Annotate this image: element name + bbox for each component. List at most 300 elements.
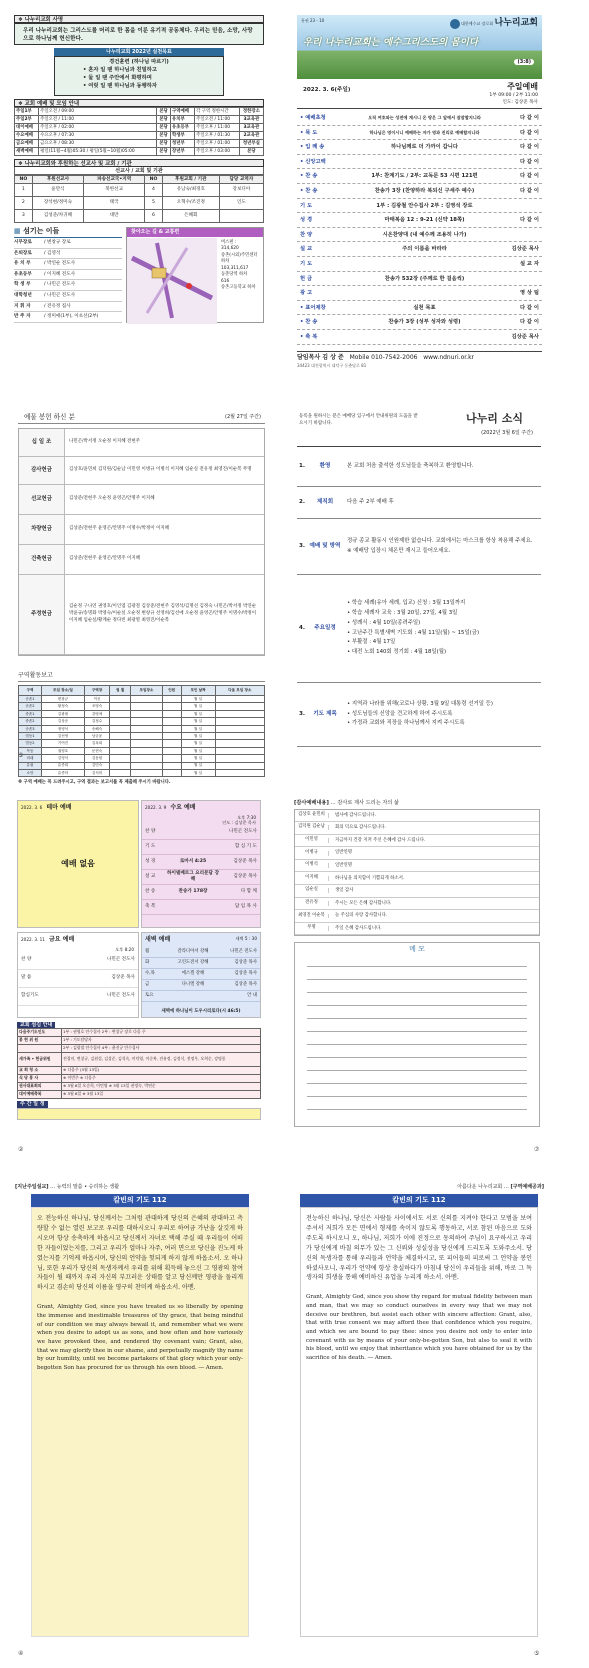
- news-head: 환영: [319, 463, 331, 469]
- thanks-content: 범사에 감사드립니다.: [335, 812, 376, 818]
- thanks-content: 생일 감사: [335, 888, 354, 894]
- offering-names: 김상준/전현주 오순정 윤영곤/안명주 이지혜: [69, 496, 155, 502]
- offering-row: [19, 457, 264, 485]
- cell-head: 모임장소: [131, 686, 163, 696]
- news-no: 1.: [299, 463, 306, 469]
- wed-item: 기 도: [145, 844, 156, 850]
- mission-subtitle: 선교사 / 교회 및 기관: [14, 167, 264, 175]
- cell-row: [19, 755, 265, 762]
- order-item: • 입 례 송: [300, 144, 325, 151]
- prayer-box: [31, 1207, 249, 1637]
- worship-row: [15, 108, 264, 116]
- cell-head: 모임 장소/일: [41, 686, 84, 696]
- worship-cell: 유초등부: [171, 124, 195, 132]
- cell-value: 중촌1: [19, 710, 42, 717]
- news-header: [297, 412, 541, 446]
- offering-names: 김상호/윤민희 김덕원/김순남 이민영 이병규 이병석 이지혜 임순실 전유정 최영진/이순복 무명: [69, 467, 252, 473]
- memo-line: [307, 1045, 527, 1058]
- news-no: 4.: [299, 625, 306, 631]
- map-panel: [126, 227, 264, 323]
- cell-empty: [162, 769, 181, 776]
- cell-day: 월 일: [181, 755, 215, 762]
- serve-value: ※ 다음주 (3월 13일): [62, 1067, 261, 1075]
- cell-value: 김옥희: [84, 740, 109, 747]
- order-content: 시온찬양대 (내 예수께 조용히 나가): [382, 231, 467, 238]
- intro-title-bar: ❖ 나누리교회 사명: [14, 15, 264, 23]
- fri-head: [18, 933, 138, 947]
- offering-period: (2월 27일 주간): [225, 414, 261, 420]
- offering-header: [18, 412, 265, 424]
- cell-day: 월 일: [181, 740, 215, 747]
- cell-value: 법동1: [19, 732, 42, 739]
- worship-cell: 주일오전 / 09:00: [39, 108, 157, 116]
- cell-value: 황정숙: [41, 703, 84, 710]
- cell-empty: [215, 725, 264, 732]
- cell-value: 권영호: [41, 747, 84, 754]
- page-number: ⑤: [534, 1650, 540, 1657]
- mission-cell: 대만: [84, 210, 145, 223]
- worship-cell: 대이예배: [15, 124, 39, 132]
- cell-empty: [162, 755, 181, 762]
- page-info: [14, 15, 264, 373]
- prayer-english: Grant, Almighty God, since you have treated us so liberally by opening the immense and inestimable treasures of thy grace, that being mindful of our condition we may always bewail it, and remember what we were when you desire to adopt us as sons, and how often and how variously we have provoked thee, and rendered thy covenant vain; Grant, also, that we may glorify thee in our shame, and perpetually magnify thy name by our humility, until we become partakers of that glory which your only-begotten Son has procured for us through his own blood. ― Amen.: [37, 1304, 243, 1371]
- issue-number: 통권 23 - 10: [301, 18, 325, 23]
- cell-value: 문현숙: [84, 747, 109, 754]
- staff-title-row: [14, 227, 122, 238]
- cell-head: 권 철: [110, 686, 131, 696]
- memo-line: [307, 1084, 527, 1097]
- offering-names: 나민곤/박서정 오순정 이지혜 전현주: [69, 439, 141, 445]
- order-row: [297, 286, 542, 301]
- news-week: (2022년 3월 6일 주간): [481, 430, 533, 436]
- news-note: 등록을 원하시는 분은 예배당 입구에서 안내위원의 도움을 받으시기 바랍니다.: [299, 414, 418, 426]
- dawn-content: 갈라디아서 강해: [177, 948, 209, 954]
- order-item: 광 고: [300, 290, 313, 297]
- wed-person: 김상준 목사: [233, 859, 257, 865]
- bus-line: 616: [221, 278, 230, 284]
- cell-empty: [131, 755, 163, 762]
- serve-row: [18, 1075, 261, 1083]
- location-map: [127, 238, 217, 324]
- serve-value: 1부 : 권영호 안수집사 2부 : 변창규 장로 다음 주: [62, 1029, 261, 1037]
- wed-item: 찬 양: [145, 829, 156, 835]
- thanks-row: [295, 923, 539, 936]
- thanks-list: [294, 809, 540, 937]
- dawn-person: 김상준 목사: [234, 959, 257, 965]
- cell-empty: [110, 762, 131, 769]
- fri-title: 금요 예배: [48, 936, 75, 943]
- cell-lesson-header: 아름다운 나누리교회 … [구역예배공과]: [457, 1184, 544, 1190]
- page-prayer-left: [15, 1184, 265, 1644]
- order-row: [297, 184, 542, 199]
- cell-empty: [162, 725, 181, 732]
- serve-label: 봉 헌 위 원: [18, 1037, 62, 1045]
- dawn-head: [142, 933, 260, 947]
- thanks-name: 무명: [295, 926, 329, 931]
- serve-title: 교회 섬김 안내: [17, 1022, 55, 1028]
- worship-cell: 주일1부: [15, 108, 39, 116]
- worship-cell: 본당: [157, 116, 171, 124]
- thanks-row: [295, 910, 539, 923]
- order-person: 다 같 이: [519, 173, 539, 180]
- serve-row: [18, 1091, 261, 1099]
- mission-cell: 6: [145, 210, 163, 223]
- order-person: 다 같 이: [519, 319, 539, 326]
- staff-row: 학 생 부 / 나민곤 전도사: [14, 280, 122, 291]
- thanks-name: 이민영: [295, 838, 329, 843]
- wed-row: [142, 855, 260, 870]
- cell-empty: [215, 696, 264, 703]
- cell-value: 유종학: [41, 769, 84, 776]
- order-content: 마태복음 12 : 9-21 (신약 18쪽): [384, 217, 465, 224]
- fri-date: 2022. 3. 11: [21, 937, 45, 942]
- wed-head: [142, 801, 260, 815]
- news-head: 주요일정: [314, 625, 336, 631]
- worship-row: [15, 148, 264, 156]
- cell-value: 김동원: [84, 755, 109, 762]
- order-person: 다 같 이: [519, 129, 539, 136]
- service-times: 1부 09:00 / 2부 11:00: [489, 93, 538, 98]
- cell-day: 월 일: [181, 725, 215, 732]
- fri-row: [18, 952, 138, 970]
- serve-row: [18, 1053, 261, 1067]
- order-content: 찬송가 3장 (성부 성자와 성령): [388, 319, 461, 326]
- order-row: [297, 301, 542, 316]
- worship-cell: 본당: [239, 148, 263, 156]
- cell-row: [19, 710, 265, 717]
- service-title: 주일예배: [507, 82, 538, 91]
- offering-row: [19, 545, 264, 575]
- memo-line: [307, 954, 527, 967]
- worship-row: [15, 124, 264, 132]
- worship-cell: 구역예배: [171, 108, 195, 116]
- memo-line: [307, 1071, 527, 1084]
- thanks-row: [295, 898, 539, 911]
- worship-title-bar: ❖ 교회 예배 및 모임 안내: [14, 99, 264, 107]
- order-content: 1부 : 김광철 안수집사 2부 : 김영석 장로: [376, 202, 473, 209]
- cell-day: 월 일: [181, 718, 215, 725]
- prayer-title: 칼빈의 기도 112: [31, 1194, 249, 1207]
- mission-head-cell: 후원교회 / 기관: [162, 176, 219, 184]
- sermon-sub: 능력의 말씀 • 승리하는 생활: [56, 1184, 120, 1190]
- worship-cell: 주일오후 / 01:00: [195, 140, 240, 148]
- cell-empty: [110, 725, 131, 732]
- dawn-service: [141, 932, 261, 1018]
- schedule-box: [17, 1108, 261, 1120]
- thanks-name: 이병규: [295, 851, 329, 856]
- cell-value: 김석미: [84, 769, 109, 776]
- offering-row: [19, 515, 264, 545]
- cell-empty: [110, 703, 131, 710]
- news-item: [297, 575, 541, 683]
- memo-line: [307, 980, 527, 993]
- news-line: • 학습 세례(유아 세례, 입교) 신청 : 3월 13일까지: [347, 600, 466, 607]
- news-line: ※ 예배당 입장시 체온만 재시고 들어오세요.: [347, 547, 451, 554]
- worship-cell: 주일오후 / 01:30: [195, 132, 240, 140]
- news-line: • 성례식 : 4월 10일(종려주일): [347, 619, 421, 626]
- staff-row: 대학청년 / 나민곤 전도사: [14, 291, 122, 302]
- mission-row: [15, 184, 264, 197]
- cell-value: 김상준: [41, 718, 84, 725]
- staff-name: 이지혜 전도사: [47, 271, 76, 277]
- offering-list: [18, 428, 265, 656]
- page-thanks: [294, 800, 540, 1145]
- thanks-content: 일반연명: [335, 862, 352, 868]
- cell-empty: [110, 747, 131, 754]
- bus-line: 송촌(시외)주민센터 하차: [221, 252, 258, 265]
- cell-row: [19, 718, 265, 725]
- goal-item: • 둘 일 땐 주안에서 화평하며: [83, 74, 152, 81]
- worship-cell: 금요예배: [15, 140, 39, 148]
- order-content: 오직 여호와는 성전에 계시니 온 땅은 그 앞에서 잠잠할지니라: [368, 115, 481, 120]
- news-line: 다음 주 2부 예배 후: [347, 498, 394, 505]
- order-person: 다 같 이: [519, 158, 539, 165]
- order-content: 실천 목표: [413, 304, 436, 311]
- serve-row: [18, 1083, 261, 1091]
- cell-day: 월 일: [181, 762, 215, 769]
- thanks-content: 지금까지 건강 지켜 주신 은혜에 감사 드립니다.: [335, 837, 426, 843]
- serve-label: [18, 1045, 62, 1053]
- news-no: 3.: [299, 543, 306, 549]
- worship-cell: 유치부: [171, 116, 195, 124]
- memo-box: [294, 942, 540, 1127]
- cell-row: [19, 769, 265, 776]
- cell-empty: [110, 740, 131, 747]
- banner-tag: (3:8): [514, 59, 534, 65]
- wed-content: 찬송가 178장: [178, 889, 208, 895]
- staff-name: 나민곤 전도사: [47, 292, 76, 298]
- fri-person: 김상준 목사: [111, 975, 135, 981]
- worship-cell: 주일오후 / 03:00: [195, 148, 240, 156]
- serve-section: [17, 1022, 261, 1120]
- dawn-day: 수,목: [145, 970, 155, 976]
- news-line: • 성도님들의 신앙을 견고하게 하여 주시도록: [347, 710, 453, 717]
- offering-type: 선교헌금: [19, 485, 65, 514]
- dawn-row: [142, 947, 260, 958]
- dawn-content: 다니엘 강해: [181, 981, 205, 987]
- fri-time: 오후 8:20: [115, 946, 134, 952]
- wed-row: [142, 870, 260, 885]
- order-person: 다 같 이: [519, 144, 539, 151]
- news-item: [297, 487, 541, 519]
- worship-row: [15, 116, 264, 124]
- church-logo: [450, 18, 538, 29]
- serve-label: 권사대표회의: [18, 1083, 62, 1091]
- cell-value: 변창규: [41, 696, 84, 703]
- serve-value: 1부 : 기도담당자: [62, 1037, 261, 1045]
- cell-value: 소망: [19, 769, 42, 776]
- wed-person: 담 임 목 사: [234, 904, 257, 910]
- worship-cell: 주일오전 / 11:00: [39, 116, 157, 124]
- cell-note: ※ 구역 예배는 꼭 드려주시고, 구역 결과는 보고서를 꼭 제출해 주시기 바랍니다.: [18, 780, 171, 786]
- mission-cell: 태국: [84, 197, 145, 210]
- station-marker-icon: [186, 283, 192, 289]
- bus-head: 버스편 :: [221, 240, 237, 245]
- fri-item: 말 씀: [21, 975, 32, 981]
- cell-value: 김영석: [41, 755, 84, 762]
- worship-cell: 수요오후 / 07:30: [39, 132, 157, 140]
- offering-type: 감사헌금: [19, 457, 65, 484]
- cell-empty: [110, 696, 131, 703]
- memo-lines: [295, 954, 539, 1110]
- fri-item: 합심기도: [21, 993, 39, 999]
- news-list: [297, 446, 541, 747]
- fri-service: [17, 932, 139, 1018]
- news-line: • 지역과 나라를 위해(코로나 상황, 3월 9일 대통령 선거일 등): [347, 700, 493, 707]
- serve-label: 식 당 봉 사: [18, 1075, 62, 1083]
- dawn-row: [142, 969, 260, 980]
- thanks-name: 김상호 윤민희: [295, 813, 329, 818]
- order-row: [297, 199, 542, 214]
- mission-cell: 강보디아: [219, 184, 263, 197]
- order-row: [297, 126, 542, 141]
- dawn-day: 토요: [145, 992, 154, 998]
- worship-cell: 주일오후 / 11:00: [195, 124, 240, 132]
- cell-table: [18, 685, 265, 777]
- wed-item: 성 경: [145, 859, 156, 865]
- thanks-name: 전유정: [295, 901, 329, 906]
- order-item: • 찬 송: [300, 319, 318, 326]
- dawn-verse: 새벽에 하나님이 도우시리로다(시 46:5): [161, 1008, 241, 1014]
- cell-empty: [131, 718, 163, 725]
- thanks-row: [295, 847, 539, 860]
- serve-label: 새가족 • 헌금위원: [18, 1053, 62, 1067]
- dawn-row: [142, 958, 260, 969]
- cell-empty: [215, 762, 264, 769]
- order-item: • 예배초청: [300, 115, 326, 121]
- cell-title: 구역활동보고: [18, 672, 265, 682]
- cell-value: 비래: [19, 755, 42, 762]
- staff-row: 유초등부 / 이지혜 전도사: [14, 270, 122, 281]
- thanks-content: 늘 주심의 사랑 감사합니다.: [335, 913, 388, 919]
- page-number: ②: [18, 1146, 24, 1153]
- news-item: [297, 683, 541, 747]
- thanks-content: 주일 은혜 감사드립니다.: [335, 925, 382, 931]
- offering-type: 차량헌금: [19, 515, 65, 544]
- website: www.ndnuri.or.kr: [423, 354, 475, 361]
- worship-cell: 3교육관: [239, 124, 263, 132]
- serve-value: ※ 이번주 ※ 다음주: [62, 1075, 261, 1083]
- page-number: ④: [18, 1650, 24, 1657]
- worship-cell: 3교육관: [239, 116, 263, 124]
- staff-role: 유 치 부: [14, 261, 31, 267]
- offering-names: 김상준/전현주 윤영곤/안명주 이지혜: [69, 556, 141, 562]
- bus-line: 송촌고등학교 하차: [221, 285, 256, 291]
- dawn-row: [142, 991, 260, 1002]
- cell-empty: [162, 696, 181, 703]
- thanks-row: [295, 835, 539, 848]
- cell-value: 유종희: [41, 762, 84, 769]
- cell-value: 기여진: [41, 740, 84, 747]
- mission-cell: 장석현/정미숙: [32, 197, 83, 210]
- serve-label: 대이예배축복: [18, 1091, 62, 1099]
- worship-cell: 금요오후 / 08:30: [39, 140, 157, 148]
- page-cover: [297, 15, 542, 373]
- thanks-name: 이병석: [295, 863, 329, 868]
- mission-cell: 1: [15, 184, 33, 197]
- serve-row: [18, 1029, 261, 1037]
- memo-line: [307, 967, 527, 980]
- news-line: 정규 종교 활동시 인원제한 없습니다. 교회에서는 마스크를 항상 착용해 주세요.: [347, 537, 533, 544]
- order-person: 다 같 이: [519, 217, 539, 224]
- theme-title: 테마 예배: [46, 804, 72, 811]
- memo-line: [307, 1032, 527, 1045]
- order-row: [297, 155, 542, 170]
- page-number: ⑤: [18, 752, 24, 759]
- worship-cell: 본당: [157, 108, 171, 116]
- worship-cell: 2교육관: [239, 132, 263, 140]
- prayer2-box: [300, 1207, 538, 1637]
- cell-empty: [131, 725, 163, 732]
- mission-cell: 윤만식: [32, 184, 83, 197]
- order-item: 찬 양: [300, 231, 313, 238]
- memo-line: [307, 993, 527, 1006]
- worship-order: [297, 109, 542, 347]
- wed-order: [142, 825, 260, 915]
- wed-title: 수요 예배: [170, 804, 196, 811]
- prayer2-korean: 전능하신 하나님, 당신은 사람들 사이에서도 서로 신의를 지켜야 한다고 모범을 보여주셔서 저희가 모든 면에서 형제를 속이지 않도록 행동하고, 서로 참된 마음으로 도와주도록 하시오니 오, 하나님, 저희가 이에 진정으로 동의하여 주님이 요구하시고 우리가 당신에게 바칠 의무가 있는 그 신뢰와 성실성을 당신에게 드리도록 도와주소서. 당신의 독생자를 통해 우리들과 언약을 체결하시고, 또 피어들의 피로써 그 언약을 봉인하셨사오니, 우리가 언약에 항상 충실하다가 마침내 당신이 우리들을 위해, 바로 그 독생자의 희생을 통해 예비하신 유업을 누리게 하소서. 아멘.: [306, 1215, 532, 1282]
- cell-day: 월 일: [181, 769, 215, 776]
- cell-empty: [215, 703, 264, 710]
- mission-row: [15, 197, 264, 210]
- cell-head: 모인 날짜: [181, 686, 215, 696]
- schedule-title: 주 간 일 정: [17, 1101, 48, 1107]
- thanks-row: [295, 822, 539, 835]
- staff-name: 전유정 집사: [47, 303, 71, 309]
- pastor-name: 담임목사 김 상 준: [297, 354, 344, 361]
- dawn-person: 김상준 목사: [234, 970, 257, 976]
- order-item: 기 도: [300, 202, 313, 209]
- order-person: 다 같 이: [519, 115, 539, 121]
- cell-empty: [162, 732, 181, 739]
- order-person: 영 상 팀: [519, 290, 539, 297]
- news-head: 예배 및 방역: [309, 543, 341, 549]
- staff-role: 유초등부: [14, 271, 32, 277]
- intro-title: 나누리교회 사명: [24, 17, 64, 23]
- cell-empty: [110, 718, 131, 725]
- order-person: 다 같 이: [519, 304, 539, 311]
- banner-text: 우리 나누리교회는 예수그리스도의 몸이다: [303, 37, 479, 48]
- cover-banner: [297, 15, 542, 79]
- order-content: 하나님께로 더 가까이 갑니다: [391, 144, 458, 151]
- order-person: 김상준 목사: [511, 246, 539, 253]
- serve-table: [17, 1028, 261, 1099]
- staff-title: 섬기는 이들: [23, 227, 60, 235]
- order-item: 성 경: [300, 217, 313, 224]
- cell-empty: [162, 718, 181, 725]
- dawn-content: 고린도전서 강해: [177, 959, 209, 965]
- thanks-content: 하나님을 의지함이 기쁨되게 하소서.: [335, 875, 405, 881]
- offering-row: [19, 429, 264, 457]
- mission-head-cell: 담당 교역자: [219, 176, 263, 184]
- worship-cell: 청년부: [171, 140, 195, 148]
- cell-day: 월 일: [181, 732, 215, 739]
- prayer2-title: 칼빈의 기도 112: [300, 1194, 538, 1207]
- mission-head-cell: 파송선교국•지역: [84, 176, 145, 184]
- offering-names: 김상준/전현주 윤영곤/안명주 이명수/박정이 이지혜: [69, 526, 170, 532]
- goal-item: • 여럿 일 땐 하나님과 동행하자: [83, 82, 158, 89]
- worship-row: [15, 132, 264, 140]
- dawn-day: 금: [145, 981, 150, 987]
- worship-cell: 본당: [157, 124, 171, 132]
- memo-line: [307, 1006, 527, 1019]
- cell-head: 다음 모임 장소: [215, 686, 264, 696]
- staff-name: 정미애(1부), 이초선(2부): [47, 314, 99, 320]
- serve-row: [18, 1067, 261, 1075]
- order-row: [297, 257, 542, 272]
- page-services: [17, 800, 261, 1145]
- sermon-section: [지난주일설교]: [15, 1184, 49, 1190]
